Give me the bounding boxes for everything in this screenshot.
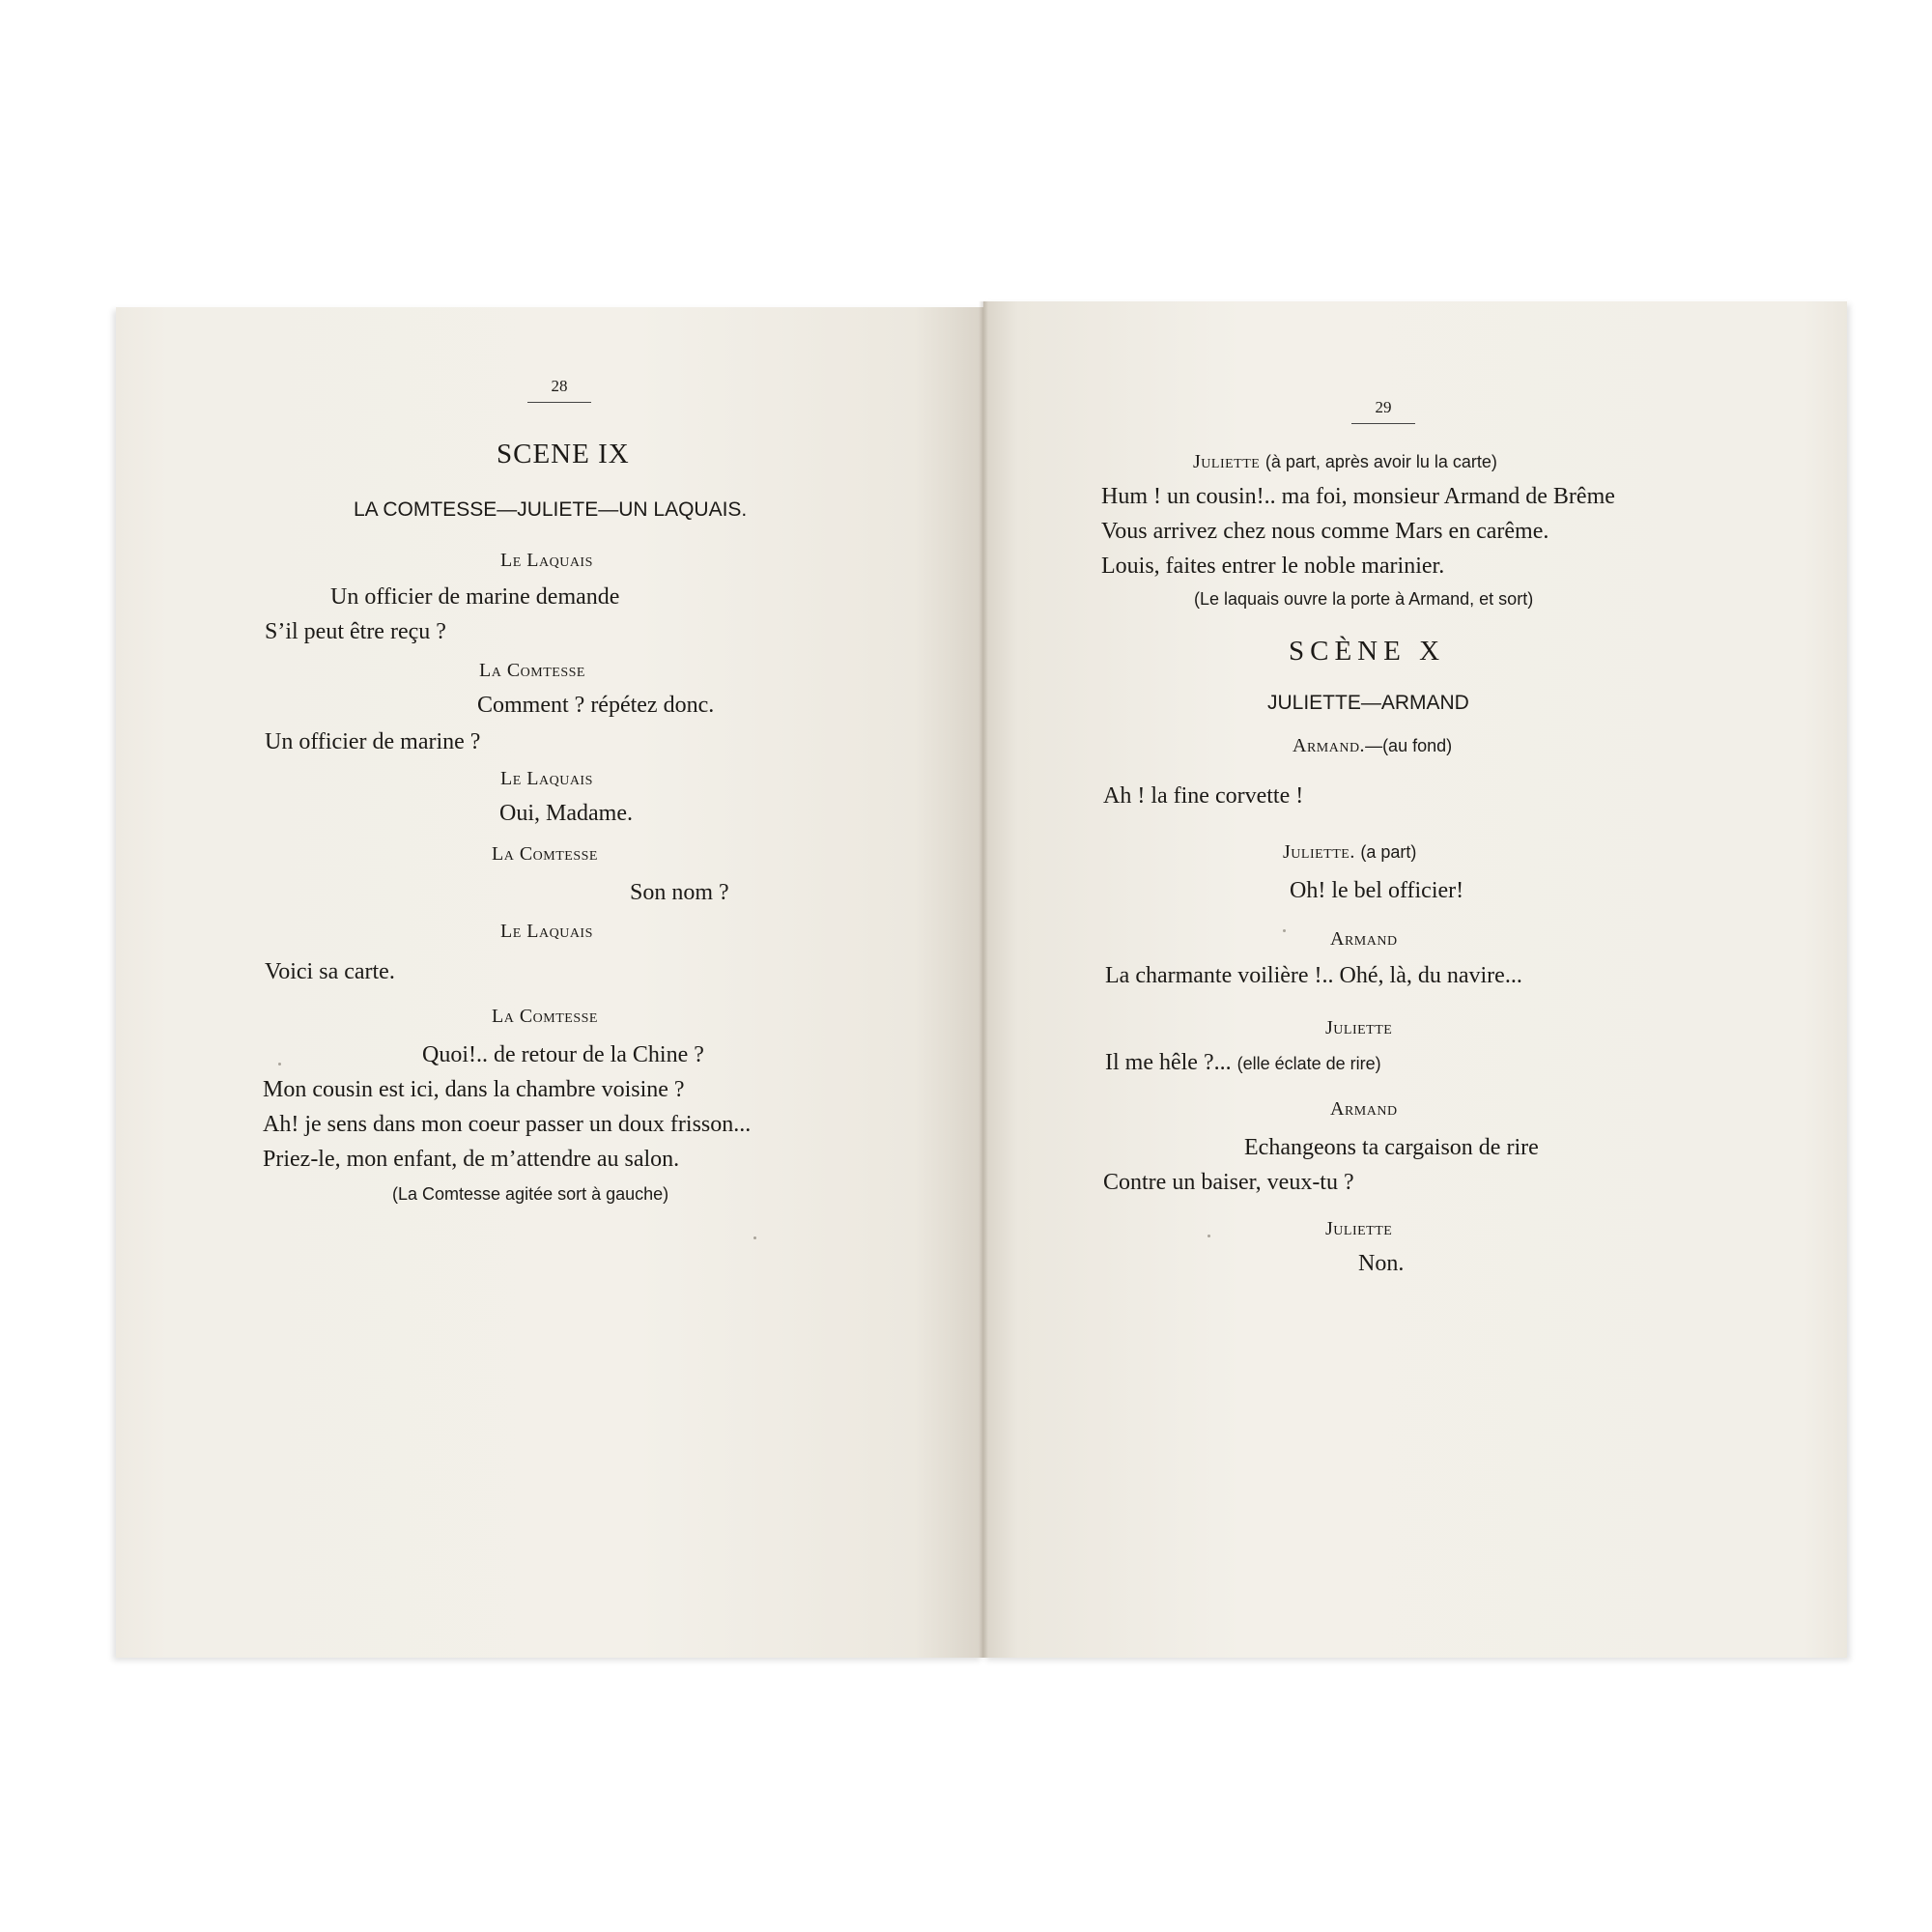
- verse-line: Oui, Madame.: [499, 801, 633, 826]
- stage-direction: —(au fond): [1365, 736, 1453, 755]
- verse-line: Comment ? répétez donc.: [477, 693, 715, 718]
- speaker-name: Armand.: [1293, 735, 1366, 756]
- speaker-name: Armand: [1330, 928, 1398, 950]
- right-page: [983, 301, 1847, 1658]
- cast-list: JULIETTE—ARMAND: [1267, 692, 1469, 714]
- verse-text: Il me hêle ?...: [1105, 1050, 1232, 1075]
- paper-speck: [278, 1063, 281, 1065]
- paper-speck: [1283, 929, 1286, 932]
- speaker-name: Juliette.: [1283, 841, 1355, 863]
- verse-line: Un officier de marine demande: [330, 584, 620, 610]
- speaker-heading: [1293, 732, 1452, 759]
- speaker-name: La Comtesse: [479, 660, 585, 681]
- scene-title: SCENE IX: [497, 439, 630, 469]
- speaker-name: Armand: [1330, 1098, 1398, 1120]
- verse-line: Quoi!.. de retour de la Chine ?: [422, 1042, 704, 1067]
- stage-direction: (à part, après avoir lu la carte): [1264, 452, 1497, 471]
- verse-line: Oh! le bel officier!: [1290, 878, 1464, 903]
- scene-title: SCÈNE X: [1289, 636, 1446, 667]
- stage-direction: (elle éclate de rire): [1236, 1054, 1381, 1073]
- speaker-name: La Comtesse: [492, 843, 598, 865]
- book-gutter: [979, 301, 988, 1658]
- speaker-heading: [1283, 838, 1416, 866]
- verse-line: Louis, faites entrer le noble marinier.: [1101, 554, 1445, 579]
- verse-line: S’il peut être reçu ?: [265, 619, 446, 644]
- speaker-name: Juliette: [1325, 1017, 1393, 1038]
- verse-line: Non.: [1358, 1251, 1405, 1276]
- verse-line: Un officier de marine ?: [265, 729, 481, 754]
- left-page: [116, 307, 983, 1658]
- speaker-name: Juliette: [1193, 451, 1261, 472]
- verse-line: Ah ! la fine corvette !: [1103, 783, 1304, 809]
- stage-direction: (a part): [1360, 842, 1417, 862]
- verse-line: Vous arrivez chez nous comme Mars en carême.: [1101, 519, 1549, 544]
- speaker-name: La Comtesse: [492, 1006, 598, 1027]
- speaker-name: Le Laquais: [500, 550, 593, 571]
- page-number: 28: [521, 377, 598, 403]
- verse-line: Ah! je sens dans mon coeur passer un doux frisson...: [263, 1112, 752, 1137]
- verse-line: Contre un baiser, veux-tu ?: [1103, 1170, 1354, 1195]
- verse-line: Priez-le, mon enfant, de m’attendre au salon.: [263, 1147, 680, 1172]
- stage-direction: (La Comtesse agitée sort à gauche): [392, 1184, 669, 1204]
- verse-line: La charmante voilière !.. Ohé, là, du navire...: [1105, 963, 1522, 988]
- paper-speck: [1208, 1235, 1210, 1237]
- verse-line: Hum ! un cousin!.. ma foi, monsieur Armand de Brême: [1101, 484, 1615, 509]
- open-booklet: [116, 307, 1847, 1658]
- speaker-name: Le Laquais: [500, 921, 593, 942]
- stage-direction: (Le laquais ouvre la porte à Armand, et sort): [1194, 589, 1534, 609]
- cast-list: LA COMTESSE—JULIETE—UN LAQUAIS.: [354, 498, 748, 521]
- verse-line: Mon cousin est ici, dans la chambre voisine ?: [263, 1077, 685, 1102]
- paper-speck: [753, 1236, 756, 1239]
- verse-line: [1105, 1049, 1381, 1077]
- speaker-heading: [1193, 448, 1497, 475]
- verse-line: Voici sa carte.: [265, 959, 395, 984]
- speaker-name: Juliette: [1325, 1218, 1393, 1239]
- page-number: 29: [1345, 398, 1422, 424]
- verse-line: Son nom ?: [630, 880, 729, 905]
- verse-line: Echangeons ta cargaison de rire: [1244, 1135, 1539, 1160]
- speaker-name: Le Laquais: [500, 768, 593, 789]
